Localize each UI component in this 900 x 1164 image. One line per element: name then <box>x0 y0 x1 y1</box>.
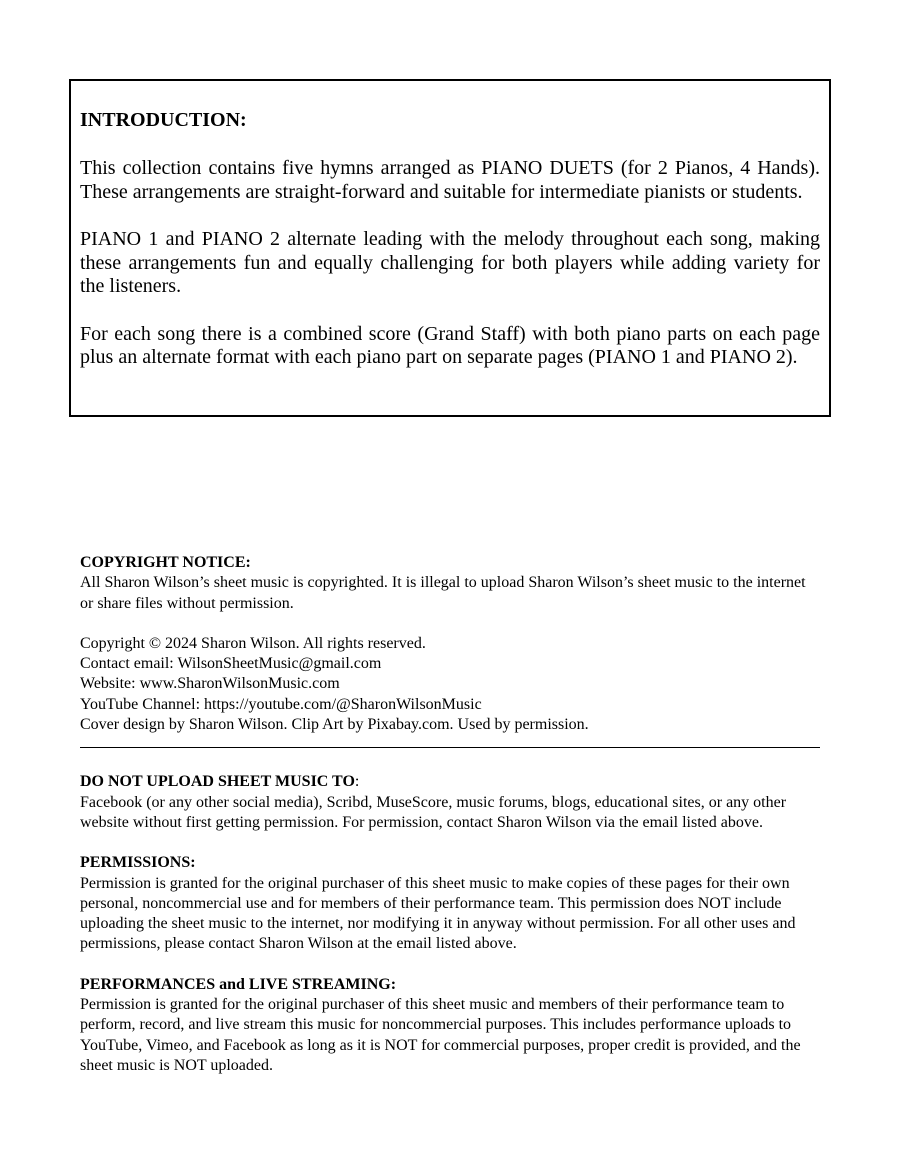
introduction-box <box>69 79 831 417</box>
youtube-channel-line: YouTube Channel: https://youtube.com/@SharonWilsonMusic <box>80 695 482 713</box>
contact-email-line: Contact email: WilsonSheetMusic@gmail.com <box>80 655 382 673</box>
copyright-body: All Sharon Wilson’s sheet music is copyrighted. It is illegal to upload Sharon Wilson’s sheet music to the internet or share files without permission. <box>80 574 806 612</box>
do-not-upload-body: Facebook (or any other social media), Scribd, MuseScore, music forums, blogs, educational sites, or any other website without first getting permission. For permission, contact Sharon Wilson via the email listed above. <box>80 793 787 831</box>
cover-design-line: Cover design by Sharon Wilson. Clip Art by Pixabay.com. Used by permission. <box>80 716 589 734</box>
introduction-paragraph-2: PIANO 1 and PIANO 2 alternate leading with the melody throughout each song, making these arrangements fun and equally challenging for both players while adding variety for the listeners. <box>80 228 820 297</box>
introduction-paragraph-1: This collection contains five hymns arranged as PIANO DUETS (for 2 Pianos, 4 Hands). These arrangements are straight-forward and suitable for intermediate pianists or students. <box>80 157 820 203</box>
introduction-paragraph-3: For each song there is a combined score (Grand Staff) with both piano parts on each page plus an alternate format with each piano part on separate pages (PIANO 1 and PIANO 2). <box>80 322 820 368</box>
copyright-heading: COPYRIGHT NOTICE: <box>80 554 251 571</box>
permissions-heading: PERMISSIONS: <box>80 854 196 872</box>
copyright-line: Copyright © 2024 Sharon Wilson. All rights reserved. <box>80 634 426 652</box>
performances-body: Permission is granted for the original purchaser of this sheet music and members of their performance team to perform, record, and live stream this music for noncommercial purposes. This includes performance uploads to YouTube, Vimeo, and Facebook as long as it is NOT for commercial purposes, proper credit is provided, and the sheet music is NOT uploaded. <box>80 996 801 1074</box>
legal-notice <box>80 553 820 1076</box>
do-not-upload-heading: DO NOT UPLOAD SHEET MUSIC TO <box>80 773 355 791</box>
website-line: Website: www.SharonWilsonMusic.com <box>80 675 340 693</box>
do-not-upload-heading-suffix: : <box>354 773 360 791</box>
do-not-upload-heading-line <box>80 772 820 792</box>
introduction-heading: INTRODUCTION: <box>80 109 247 131</box>
performances-heading: PERFORMANCES and LIVE STREAMING: <box>80 975 397 993</box>
permissions-body: Permission is granted for the original purchaser of this sheet music to make copies of these pages for their own personal, noncommercial use and for members of their performance team. This permission does NOT include uploading the sheet music to the internet, nor modifying it in anyway without permission. For all other uses and permissions, please contact Sharon Wilson at the email listed above. <box>80 874 796 953</box>
